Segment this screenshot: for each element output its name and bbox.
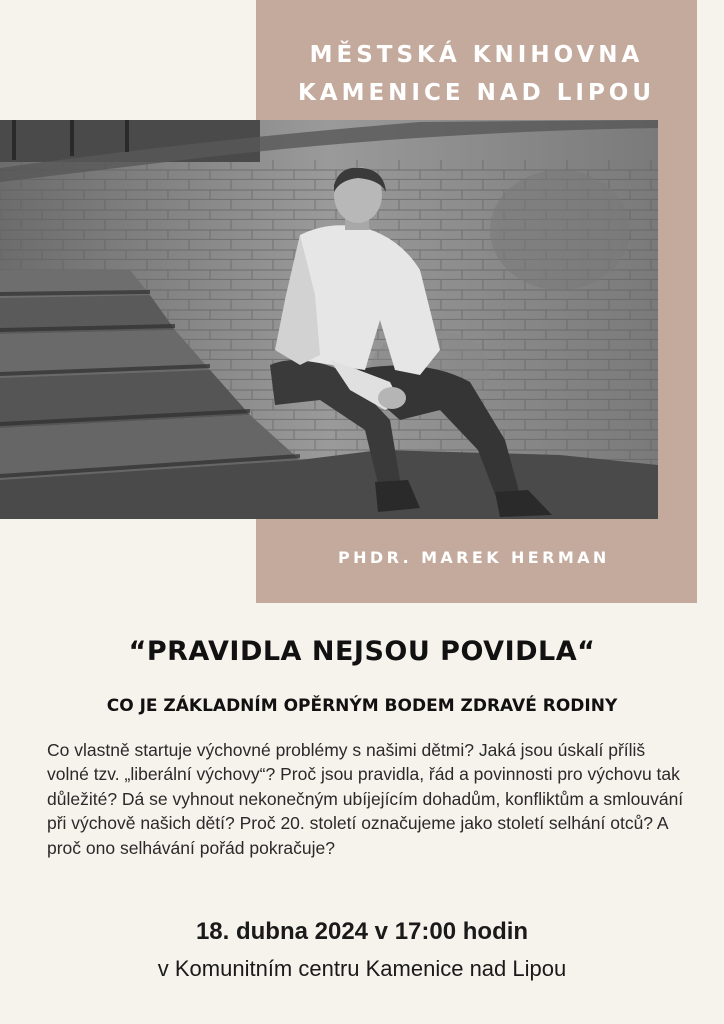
author-photo (0, 120, 658, 519)
author-name: PHDR. MAREK HERMAN (338, 548, 610, 567)
event-place: v Komunitním centru Kamenice nad Lipou (157, 956, 567, 981)
event-subtitle: CO JE ZÁKLADNÍM OPĚRNÝM BODEM ZDRAVÉ RODINY (106, 696, 618, 716)
event-date: 18. dubna 2024 v 17:00 hodin (195, 918, 529, 945)
library-title-line1: MĚSTSKÁ KNIHOVNA (309, 42, 644, 68)
library-title-line2: KAMENICE NAD LIPOU (297, 80, 656, 106)
event-description: Co vlastně startuje výchovné problémy s našimi dětmi? Jaká jsou úskalí příliš volné tzv. „liberální výchovy“? Proč jsou pravidla, řád a povinnosti pro výchovu tak důležité? Dá se vyhnout nekonečným ubíjejícím dohadům, konfliktům a smlouvání při výchově našich dětí? Proč 20. století označujeme jako století selhání otců? A proč ono selhávání pořád pokračuje? (47, 740, 684, 858)
library-title (256, 36, 697, 112)
event-title: “PRAVIDLA NEJSOU POVIDLA“ (128, 636, 596, 667)
